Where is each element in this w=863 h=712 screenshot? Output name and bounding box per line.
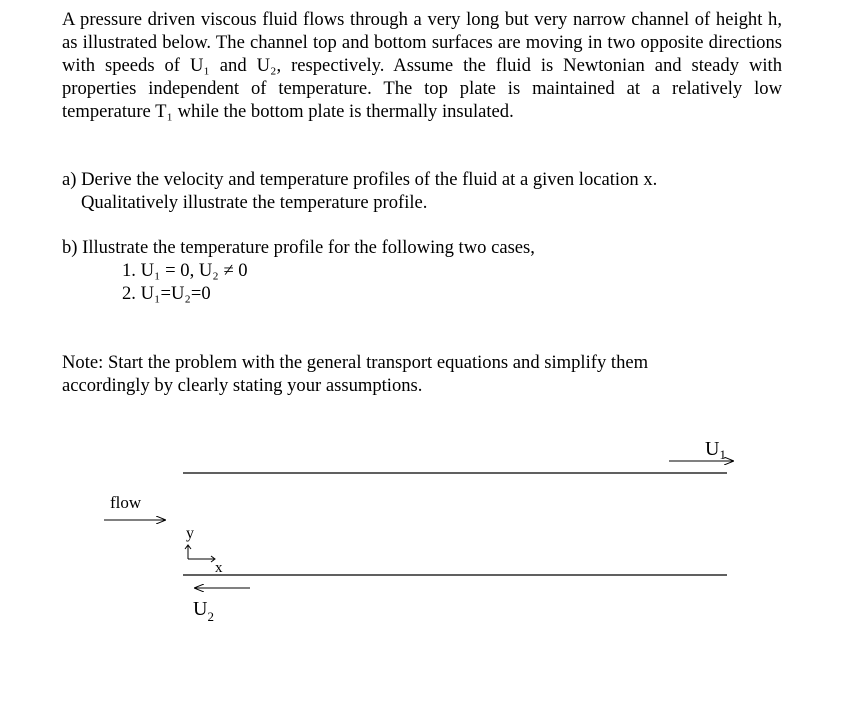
y-axis-label: y xyxy=(186,525,194,542)
x-axis-label: x xyxy=(215,560,223,576)
problem-intro: A pressure driven viscous fluid flows through a very long but very narrow channel of height h, as illustrated below. The channel top and bottom surfaces are moving in two opposite directions with speeds of U₁ and U₂, respectively. Assume the fluid is Newtonian and steady with properties independent of temperature. The top plate is maintained at a relatively low temperature T₁ while the bottom plate is thermally insulated. xyxy=(62,9,782,122)
part-b-case-1: 1. U₁ = 0, U₂ ≠ 0 xyxy=(122,260,248,281)
bottom-velocity-label: $U_2$ xyxy=(193,598,214,624)
y-axis-arrow xyxy=(185,545,191,559)
part-a-line-2: Qualitatively illustrate the temperature profile. xyxy=(81,192,428,213)
x-axis-arrow xyxy=(188,556,215,562)
note-line-1: Note: Start the problem with the general transport equations and simplify them xyxy=(62,352,649,373)
part-b-heading: b) Illustrate the temperature profile for the following two cases, xyxy=(62,237,535,258)
part-a-line-1: a) Derive the velocity and temperature profiles of the fluid at a given location x. xyxy=(62,169,658,190)
part-b-case-2: 2. U₁=U₂=0 xyxy=(122,283,211,304)
top-velocity-label: $U_1$ xyxy=(705,438,726,462)
note-line-2: accordingly by clearly stating your assumptions. xyxy=(62,375,423,396)
flow-label: flow xyxy=(110,493,142,512)
